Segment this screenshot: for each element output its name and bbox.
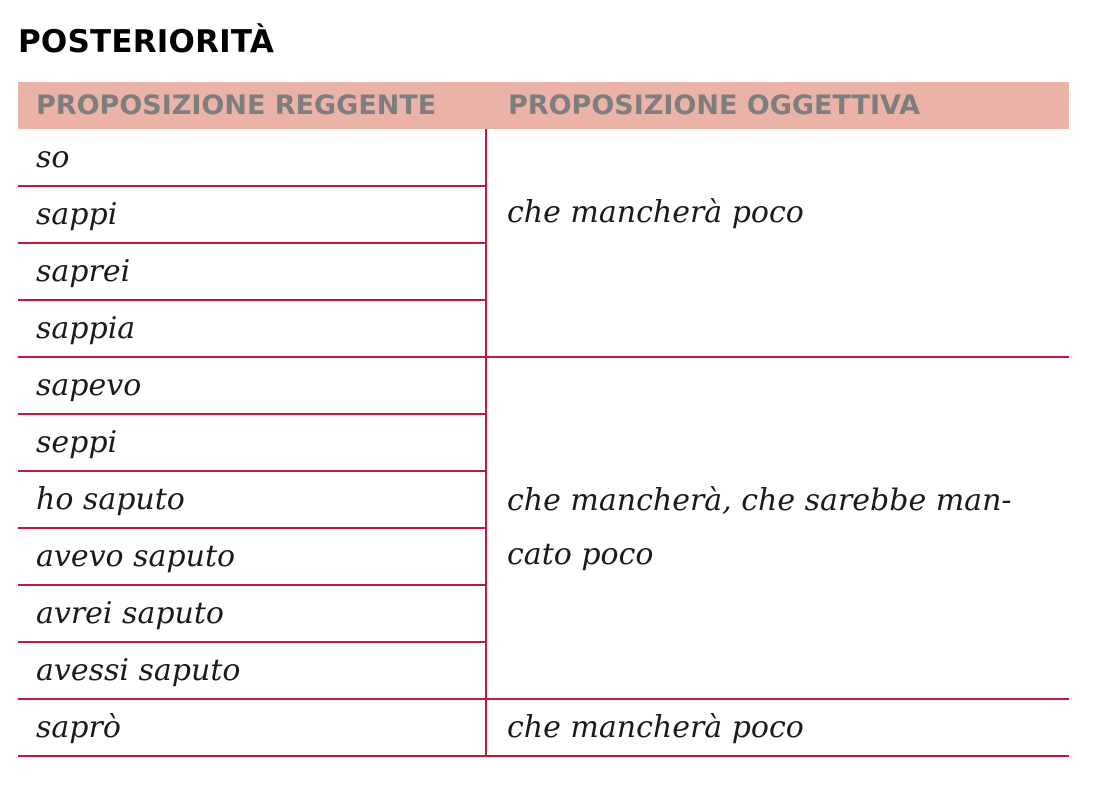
reggente-cell: avevo saputo — [18, 528, 486, 585]
table-row — [18, 699, 1069, 756]
reggente-cell: sappia — [18, 300, 486, 357]
reggente-cell: sapevo — [18, 357, 486, 414]
column-header-reggente: PROPOSIZIONE REGGENTE — [18, 82, 486, 129]
table-header-row — [18, 82, 1069, 129]
reggente-cell: so — [18, 129, 486, 186]
oggettiva-cell: che mancherà poco — [486, 129, 1069, 357]
column-header-oggettiva: PROPOSIZIONE OGGETTIVA — [486, 82, 1069, 129]
tense-correspondence-table — [18, 82, 1069, 757]
oggettiva-cell: che mancherà, che sarebbe man-cato poco — [486, 357, 1069, 699]
table-row — [18, 129, 1069, 186]
reggente-cell: sappi — [18, 186, 486, 243]
reggente-cell: avessi saputo — [18, 642, 486, 699]
reggente-cell: saprei — [18, 243, 486, 300]
table-row — [18, 357, 1069, 414]
oggettiva-cell: che mancherà poco — [486, 699, 1069, 756]
page-title: POSTERIORITÀ — [18, 24, 275, 60]
reggente-cell: saprò — [18, 699, 486, 756]
reggente-cell: ho saputo — [18, 471, 486, 528]
reggente-cell: avrei saputo — [18, 585, 486, 642]
reggente-cell: seppi — [18, 414, 486, 471]
